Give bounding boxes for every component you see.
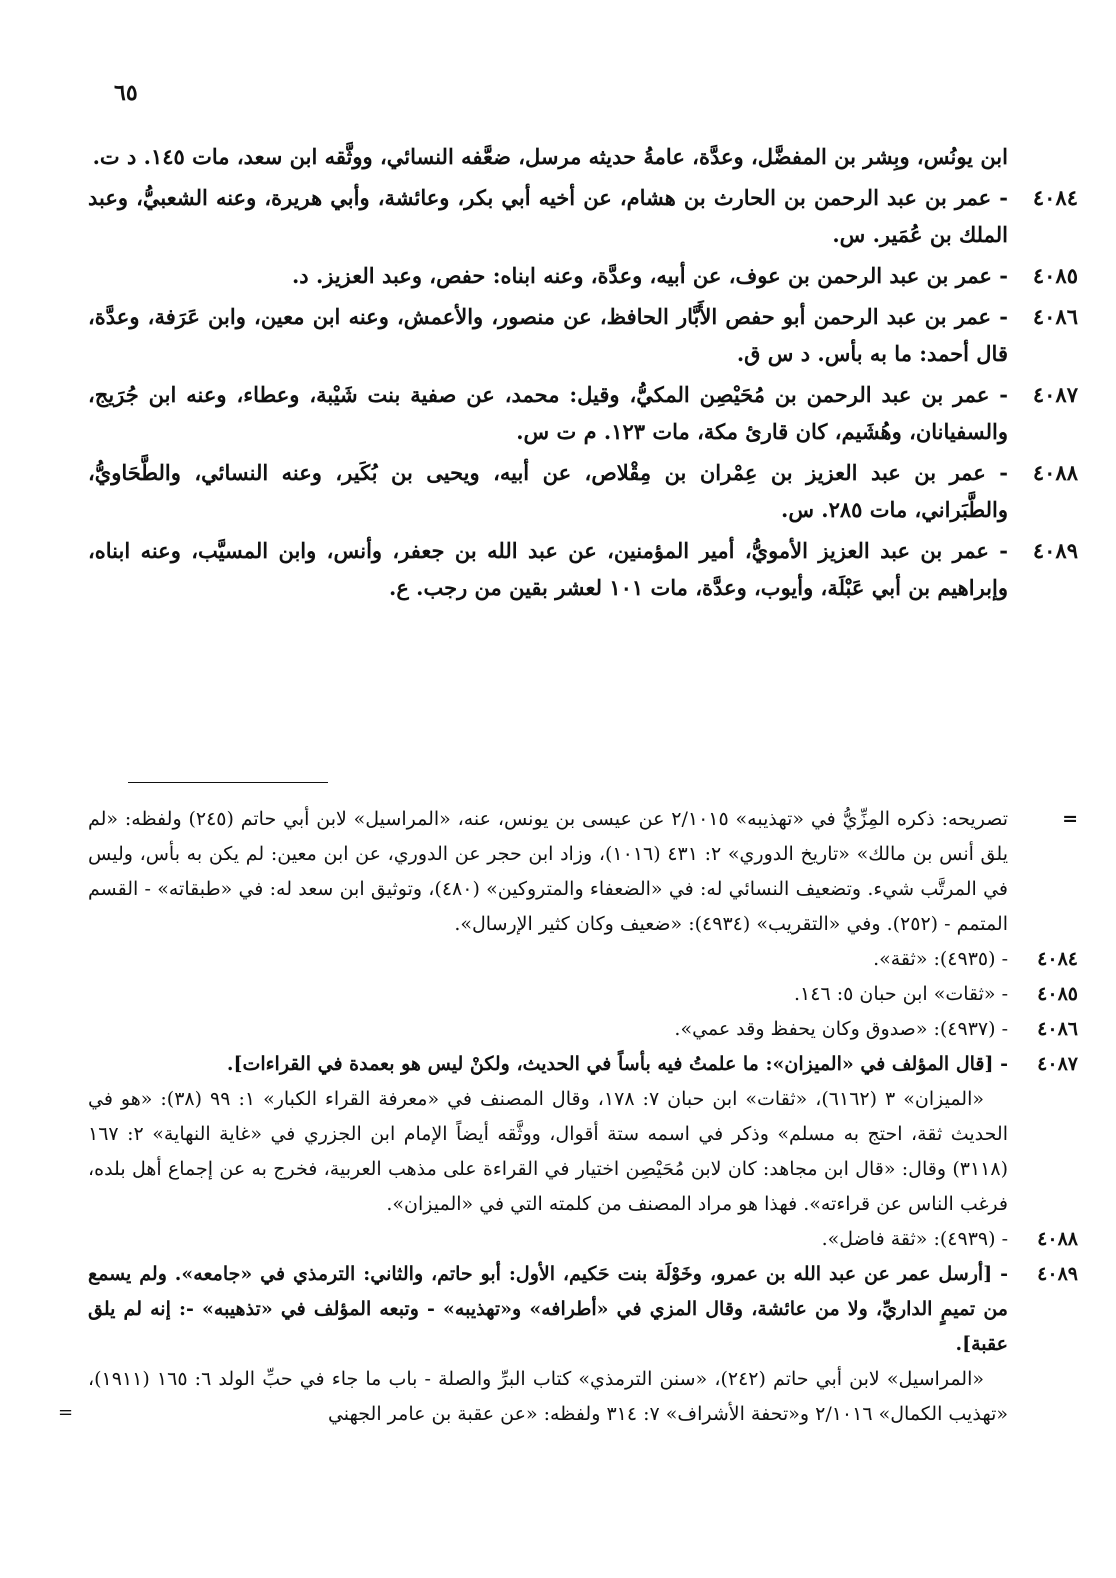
biography-entry — [88, 298, 1078, 372]
footnote-number: ٤٠٨٥ — [1037, 983, 1078, 1005]
footnote-text: - (٤٩٣٩): «ثقة فاضل». — [821, 1228, 1008, 1250]
footnote-item — [58, 1257, 1078, 1432]
entry-text: - عمر بن عبد الرحمن أبو حفص الأَبَّار الحافظ، عن منصور، والأعمش، وعنه ابن معين، وابن عَرَفة، وعدَّة، قال أحمد: ما به بأس. د س ق. — [88, 304, 1008, 366]
main-text — [88, 138, 1078, 610]
footnote-text: - «ثقات» ابن حبان ٥: ١٤٦. — [794, 983, 1008, 1005]
page-number: ٦٥ — [114, 80, 138, 106]
biography-entry — [88, 532, 1078, 606]
footnote-bold-text: - [أرسل عمر عن عبد الله بن عمرو، وخَوْلَة بنت حَكيم، الأول: أبو حاتم، والثاني: الترمذي في «جامعه». ولم يسمع من تميمٍ الداريِّ، ولا من عائشة، وقال المزي في «أطرافه» و«تهذيبه» - وتبعه المؤلف في «تذهيبه» -: إنه لم يلق عقبة]. — [88, 1263, 1008, 1355]
entry-text: - عمر بن عبد الرحمن بن عوف، عن أبيه، وعدَّة، وعنه ابناه: حفص، وعبد العزيز. د. — [291, 263, 1008, 288]
entry-number: ٤٠٨٤ — [1032, 185, 1078, 210]
entry-number: ٤٠٨٦ — [1032, 304, 1078, 329]
footnote-item — [88, 977, 1078, 1012]
footnote-detail: «الميزان» ٣ (٦١٦٢)، «ثقات» ابن حبان ٧: ١٧٨، وقال المصنف في «معرفة القراء الكبار» ١: ٩٩ (٣٨): «هو في الحديث ثقة، احتج به مسلم» وذكر في اسمه ستة أقوال، ووثَّقه أيضاً الإمام ابن الجزري في «غاية النهاية» ٢: ١٦٧ (٣١١٨) وقال: «قال ابن مجاهد: كان لابن مُحَيْصِن اختيار في القراءة على مذهب العربية، فخرج به عن إجماع أهل بلده، فرغب الناس عن قراءته». فهذا هو مراد المصنف من كلمته التي في «الميزان». — [88, 1088, 1008, 1215]
continuation-marker: = — [1062, 808, 1078, 830]
footnote-number: ٤٠٨٩ — [1037, 1263, 1078, 1285]
biography-entry — [88, 454, 1078, 528]
footnote-item — [88, 942, 1078, 977]
footnotes-section — [58, 802, 1078, 1432]
footnote-text: - (٤٩٣٧): «صدوق وكان يحفظ وقد عمي». — [674, 1018, 1008, 1040]
entry-text: - عمر بن عبد العزيز الأمويُّ، أمير المؤمنين، عن عبد الله بن جعفر، وأنس، وابن المسيَّب، وعنه ابناه، وإبراهيم بن أبي عَبْلَة، وأيوب، وعدَّة، مات ١٠١ لعشر بقين من رجب. ع. — [88, 538, 1008, 600]
footnote-number: ٤٠٨٤ — [1037, 948, 1078, 970]
biography-entry — [88, 257, 1078, 294]
entry-number: ٤٠٨٩ — [1032, 538, 1078, 563]
biography-entry — [88, 138, 1078, 175]
footnote-text: - (٤٩٣٥): «ثقة». — [873, 948, 1008, 970]
entry-number: ٤٠٨٧ — [1032, 382, 1078, 407]
footnote-number: ٤٠٨٧ — [1037, 1053, 1078, 1075]
footnote-item — [88, 1012, 1078, 1047]
entry-text: - عمر بن عبد الرحمن بن مُحَيْصِن المكيُّ، وقيل: محمد، عن صفية بنت شَيْبة، وعطاء، وعنه ابن جُرَيج، والسفيانان، وهُشَيم، كان قارئ مكة، مات ١٢٣. م ت س. — [88, 382, 1008, 444]
footnote-bold-text: - [قال المؤلف في «الميزان»: ما علمتُ فيه بأساً في الحديث، ولكنْ ليس هو بعمدة في القراءات]. — [226, 1053, 1008, 1075]
biography-entry — [88, 376, 1078, 450]
entry-number: ٤٠٨٨ — [1032, 460, 1078, 485]
entry-number: ٤٠٨٥ — [1032, 263, 1078, 288]
footnote-number: ٤٠٨٦ — [1037, 1018, 1078, 1040]
footnote-detail: «المراسيل» لابن أبي حاتم (٢٤٢)، «سنن الترمذي» كتاب البرِّ والصلة - باب ما جاء في حبِّ الولد ٦: ١٦٥ (١٩١١)، «تهذيب الكمال» ٢/١٠١٦ و«تحفة الأشراف» ٧: ٣١٤ ولفظه: «عن عقبة بن عامر الجهني — [88, 1368, 1008, 1425]
footnote-separator — [128, 782, 328, 783]
entry-text: - عمر بن عبد العزيز بن عِمْران بن مِقْلاص، عن أبيه، ويحيى بن بُكَير، وعنه النسائي، والطَّحَاويُّ، والطَّبَراني، مات ٢٨٥. س. — [88, 460, 1008, 522]
entry-text: ابن يونُس، وبِشر بن المفضَّل، وعدَّة، عامةُ حديثه مرسل، ضعَّفه النسائي، ووثَّقه ابن سعد، مات ١٤٥. د ت. — [92, 144, 1008, 169]
entry-text: - عمر بن عبد الرحمن بن الحارث بن هشام، عن أخيه أبي بكر، وعائشة، وأبي هريرة، وعنه الشعبيُّ، وعبد الملك بن عُمَير. س. — [88, 185, 1008, 247]
footnote-item — [88, 1222, 1078, 1257]
footnote-item — [88, 1047, 1078, 1222]
footnote-text: تصريحه: ذكره المِزِّيُّ في «تهذيبه» ٢/١٠١٥ عن عيسى بن يونس، عنه، «المراسيل» لابن أبي حاتم (٢٤٥) ولفظه: «لم يلق أنس بن مالك» «تاريخ الدوري» ٢: ٤٣١ (١٠١٦)، وزاد ابن حجر عن الدوري، عن ابن معين: لم يكن به بأس، وليس في المرتَّب شيء. وتضعيف النسائي له: في «الضعفاء والمتروكين» (٤٨٠)، وتوثيق ابن سعد له: في «طبقاته» - القسم المتمم - (٢٥٢). وفي «التقريب» (٤٩٣٤): «ضعيف وكان كثير الإرسال». — [88, 808, 1008, 935]
biography-entry — [88, 179, 1078, 253]
footnote-continuation — [88, 802, 1078, 942]
end-continuation-marker: = — [58, 1402, 74, 1423]
book-page — [58, 60, 1078, 1560]
footnote-number: ٤٠٨٨ — [1037, 1228, 1078, 1250]
